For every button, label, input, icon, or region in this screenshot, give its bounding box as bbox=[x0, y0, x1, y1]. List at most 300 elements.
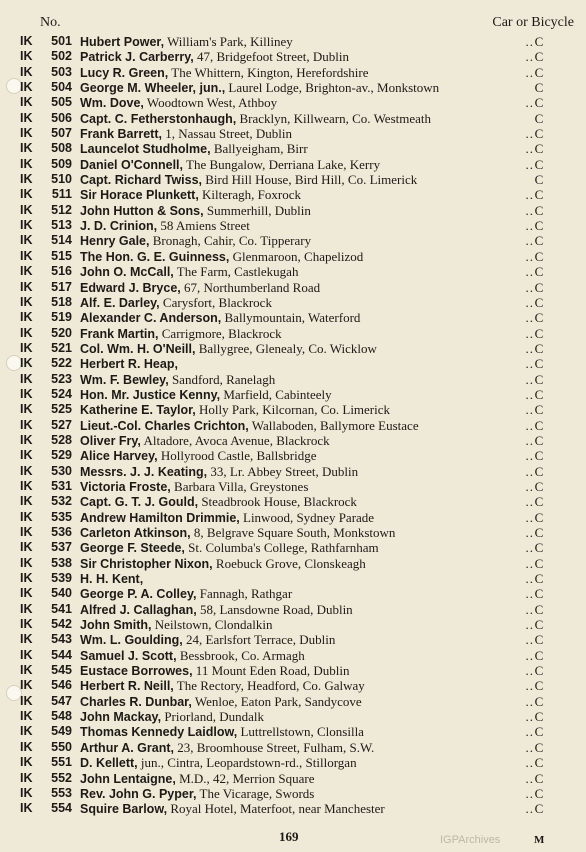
owner-entry bbox=[80, 525, 516, 541]
registration-row bbox=[20, 356, 576, 371]
owner-name: Arthur A. Grant, bbox=[80, 740, 174, 755]
registration-row bbox=[20, 203, 576, 218]
owner-address: Fannagh, Rathgar bbox=[199, 586, 293, 602]
vehicle-type: C bbox=[534, 540, 544, 556]
reg-prefix: IK bbox=[20, 724, 33, 739]
owner-name: Oliver Fry, bbox=[80, 433, 141, 448]
vehicle-type: C bbox=[534, 586, 544, 602]
owner-name: George F. Steede, bbox=[80, 541, 185, 556]
registration-row bbox=[20, 525, 576, 540]
reg-number: 528 bbox=[51, 432, 72, 447]
owner-entry bbox=[80, 172, 516, 188]
owner-entry bbox=[80, 111, 516, 127]
owner-address: Woodtown West, Athboy bbox=[146, 95, 278, 111]
registration-row bbox=[20, 678, 576, 693]
owner-entry bbox=[80, 494, 516, 510]
reg-prefix: IK bbox=[20, 187, 33, 202]
registration-row bbox=[20, 632, 576, 647]
owner-entry bbox=[80, 233, 516, 249]
owner-address: St. Columba's College, Rathfarnham bbox=[188, 540, 379, 556]
leader-dots: .. bbox=[525, 310, 534, 326]
registration-row bbox=[20, 157, 576, 172]
vehicle-type: C bbox=[534, 463, 544, 479]
reg-prefix: IK bbox=[20, 586, 33, 601]
leader-dots: .. bbox=[525, 478, 534, 494]
owner-entry bbox=[80, 648, 516, 664]
vehicle-type: C bbox=[534, 555, 544, 571]
owner-name: Messrs. J. J. Keating, bbox=[80, 464, 208, 479]
vehicle-type: C bbox=[534, 801, 544, 817]
owner-address: Steadbrook House, Blackrock bbox=[201, 494, 357, 510]
reg-number: 506 bbox=[51, 110, 72, 125]
owner-address: The Vicarage, Swords bbox=[199, 785, 315, 801]
reg-prefix: IK bbox=[20, 310, 33, 325]
reg-number: 546 bbox=[51, 678, 72, 693]
reg-number: 509 bbox=[51, 156, 72, 171]
reg-prefix: IK bbox=[20, 494, 33, 509]
reg-prefix: IK bbox=[20, 156, 33, 171]
leader-dots: .. bbox=[525, 356, 534, 372]
reg-number: 538 bbox=[51, 555, 72, 570]
owner-name: Capt. G. T. J. Gould, bbox=[80, 495, 199, 510]
reg-prefix: IK bbox=[20, 294, 33, 309]
reg-prefix: IK bbox=[20, 325, 33, 340]
owner-name: Edward J. Bryce, bbox=[80, 280, 181, 295]
vehicle-type: C bbox=[534, 632, 544, 648]
owner-entry bbox=[80, 448, 516, 464]
reg-number: 504 bbox=[51, 80, 72, 95]
owner-entry bbox=[80, 295, 516, 311]
reg-number: 536 bbox=[51, 525, 72, 539]
vehicle-type: C bbox=[534, 34, 544, 49]
vehicle-type: C bbox=[534, 80, 544, 96]
reg-prefix: IK bbox=[20, 509, 33, 524]
registration-row bbox=[20, 724, 576, 739]
vehicle-type: C bbox=[534, 494, 544, 510]
owner-entry bbox=[80, 187, 516, 203]
owner-entry bbox=[80, 65, 516, 81]
reg-prefix: IK bbox=[20, 678, 33, 693]
reg-prefix: IK bbox=[20, 770, 33, 785]
owner-address: Laurel Lodge, Brighton-av., Monkstown bbox=[228, 80, 440, 96]
leader-dots: .. bbox=[525, 156, 534, 172]
registration-row bbox=[20, 341, 576, 356]
registration-row bbox=[20, 709, 576, 724]
owner-name: Katherine E. Taylor, bbox=[80, 403, 196, 418]
column-header-number: No. bbox=[40, 15, 61, 30]
reg-prefix: IK bbox=[20, 264, 33, 279]
reg-number: 529 bbox=[51, 448, 72, 463]
leader-dots: .. bbox=[525, 34, 534, 49]
owner-address: Wenloe, Eaton Park, Sandycove bbox=[194, 693, 362, 709]
owner-address: 1, Nassau Street, Dublin bbox=[165, 126, 292, 142]
reg-prefix: IK bbox=[20, 172, 33, 187]
leader-dots: .. bbox=[525, 571, 534, 587]
leader-dots: .. bbox=[525, 325, 534, 341]
reg-prefix: IK bbox=[20, 617, 33, 632]
vehicle-type: C bbox=[534, 187, 544, 203]
registration-row bbox=[20, 418, 576, 433]
registration-row bbox=[20, 479, 576, 494]
owner-address: Wallaboden, Ballymore Eustace bbox=[251, 417, 419, 433]
owner-address: Priorland, Dundalk bbox=[164, 709, 264, 725]
registration-row bbox=[20, 540, 576, 555]
registration-list bbox=[20, 34, 576, 817]
reg-number: 516 bbox=[51, 264, 72, 279]
owner-address: The Rectory, Headford, Co. Galway bbox=[176, 678, 365, 694]
owner-entry bbox=[80, 80, 516, 96]
reg-number: 530 bbox=[51, 463, 72, 478]
leader-dots: .. bbox=[525, 586, 534, 602]
owner-entry bbox=[80, 218, 516, 234]
vehicle-type: C bbox=[534, 617, 544, 633]
owner-entry bbox=[80, 49, 516, 65]
vehicle-type: C bbox=[534, 49, 544, 65]
owner-entry bbox=[80, 771, 516, 787]
registration-row bbox=[20, 95, 576, 110]
reg-number: 503 bbox=[51, 64, 72, 79]
owner-entry bbox=[80, 678, 516, 694]
owner-name: Alf. E. Darley, bbox=[80, 295, 160, 310]
reg-prefix: IK bbox=[20, 340, 33, 355]
registration-row bbox=[20, 49, 576, 64]
owner-name: George P. A. Colley, bbox=[80, 587, 197, 602]
registration-row bbox=[20, 141, 576, 156]
leader-dots: .. bbox=[525, 371, 534, 387]
owner-address: Holly Park, Kilcornan, Co. Limerick bbox=[199, 402, 391, 418]
vehicle-type: C bbox=[534, 663, 544, 679]
reg-number: 501 bbox=[51, 34, 72, 48]
owner-name: Col. Wm. H. O'Neill, bbox=[80, 341, 196, 356]
owner-address: Bracklyn, Killwearn, Co. Westmeath bbox=[239, 110, 432, 126]
leader-dots: .. bbox=[525, 463, 534, 479]
vehicle-type: C bbox=[534, 340, 544, 356]
vehicle-type: C bbox=[534, 356, 544, 372]
owner-entry bbox=[80, 249, 516, 265]
owner-address: Neilstown, Clondalkin bbox=[154, 617, 273, 633]
vehicle-type: C bbox=[534, 693, 544, 709]
owner-name: Frank Barrett, bbox=[80, 127, 162, 142]
owner-address: Carrigmore, Blackrock bbox=[161, 325, 282, 341]
owner-entry bbox=[80, 602, 516, 618]
owner-entry bbox=[80, 510, 516, 526]
owner-name: Alexander C. Anderson, bbox=[80, 311, 222, 326]
owner-entry bbox=[80, 95, 516, 111]
registration-row bbox=[20, 663, 576, 678]
owner-address: The Whittern, Kington, Herefordshire bbox=[171, 64, 369, 80]
vehicle-type: C bbox=[534, 448, 544, 464]
owner-entry bbox=[80, 341, 516, 357]
registration-row bbox=[20, 387, 576, 402]
reg-number: 549 bbox=[51, 724, 72, 739]
reg-number: 518 bbox=[51, 294, 72, 309]
registration-row bbox=[20, 111, 576, 126]
reg-number: 535 bbox=[51, 509, 72, 524]
leader-dots: .. bbox=[525, 417, 534, 433]
registration-row bbox=[20, 233, 576, 248]
vehicle-type: C bbox=[534, 264, 544, 280]
reg-number: 508 bbox=[51, 141, 72, 156]
reg-prefix: IK bbox=[20, 571, 33, 586]
registration-row bbox=[20, 571, 576, 586]
owner-name: Alfred J. Callaghan, bbox=[80, 602, 197, 617]
owner-name: John Mackay, bbox=[80, 710, 162, 725]
leader-dots: .. bbox=[525, 601, 534, 617]
owner-address: Ballyeigham, Birr bbox=[213, 141, 308, 157]
owner-entry bbox=[80, 556, 516, 572]
owner-name: John Lentaigne, bbox=[80, 771, 176, 786]
owner-address: Ballymountain, Waterford bbox=[224, 310, 361, 326]
reg-number: 521 bbox=[51, 340, 72, 355]
reg-number: 527 bbox=[51, 417, 72, 432]
leader-dots: .. bbox=[525, 432, 534, 448]
registration-row bbox=[20, 771, 576, 786]
signature-mark: M bbox=[534, 834, 545, 846]
owner-address: 33, Lr. Abbey Street, Dublin bbox=[210, 463, 359, 479]
registration-row bbox=[20, 755, 576, 770]
registration-row bbox=[20, 310, 576, 325]
reg-prefix: IK bbox=[20, 356, 33, 371]
owner-entry bbox=[80, 709, 516, 725]
owner-name: Thomas Kennedy Laidlow, bbox=[80, 725, 238, 740]
vehicle-type: C bbox=[534, 156, 544, 172]
reg-prefix: IK bbox=[20, 448, 33, 463]
reg-prefix: IK bbox=[20, 432, 33, 447]
owner-entry bbox=[80, 586, 516, 602]
owner-name: Patrick J. Carberry, bbox=[80, 50, 194, 65]
owner-name: D. Kellett, bbox=[80, 756, 138, 771]
leader-dots: .. bbox=[525, 693, 534, 709]
leader-dots: .. bbox=[525, 64, 534, 80]
owner-entry bbox=[80, 479, 516, 495]
reg-prefix: IK bbox=[20, 632, 33, 647]
registration-row bbox=[20, 801, 576, 816]
vehicle-type: C bbox=[534, 755, 544, 771]
reg-number: 502 bbox=[51, 49, 72, 64]
registration-row bbox=[20, 218, 576, 233]
reg-prefix: IK bbox=[20, 110, 33, 125]
owner-address: 58 Amiens Street bbox=[160, 218, 250, 234]
owner-address: Altadore, Avoca Avenue, Blackrock bbox=[143, 432, 330, 448]
reg-prefix: IK bbox=[20, 647, 33, 662]
reg-prefix: IK bbox=[20, 693, 33, 708]
owner-name: John Smith, bbox=[80, 618, 152, 633]
reg-prefix: IK bbox=[20, 755, 33, 770]
page-number: 169 bbox=[279, 829, 299, 844]
owner-entry bbox=[80, 280, 516, 296]
reg-prefix: IK bbox=[20, 141, 33, 156]
reg-prefix: IK bbox=[20, 233, 33, 248]
leader-dots: .. bbox=[525, 202, 534, 218]
registration-row bbox=[20, 694, 576, 709]
reg-prefix: IK bbox=[20, 601, 33, 616]
registration-row bbox=[20, 372, 576, 387]
leader-dots: .. bbox=[525, 248, 534, 264]
owner-entry bbox=[80, 694, 516, 710]
owner-entry bbox=[80, 571, 516, 587]
reg-number: 531 bbox=[51, 478, 72, 493]
owner-entry bbox=[80, 402, 516, 418]
owner-address: 8, Belgrave Square South, Monkstown bbox=[193, 525, 396, 540]
leader-dots: .. bbox=[525, 540, 534, 556]
owner-name: J. D. Crinion, bbox=[80, 219, 158, 234]
owner-entry bbox=[80, 157, 516, 173]
registration-row bbox=[20, 280, 576, 295]
owner-address: Barbara Villa, Greystones bbox=[174, 478, 309, 494]
reg-number: 532 bbox=[51, 494, 72, 509]
registration-row bbox=[20, 433, 576, 448]
leader-dots: .. bbox=[525, 617, 534, 633]
vehicle-type: C bbox=[534, 724, 544, 740]
leader-dots: .. bbox=[525, 494, 534, 510]
owner-address: Carysfort, Blackrock bbox=[162, 294, 272, 310]
vehicle-type: C bbox=[534, 294, 544, 310]
owner-entry bbox=[80, 755, 516, 771]
leader-dots: .. bbox=[525, 709, 534, 725]
owner-address: jun., Cintra, Leopardstown-rd., Stillorgan bbox=[140, 755, 357, 771]
registration-row bbox=[20, 34, 576, 49]
owner-name: The Hon. G. E. Guinness, bbox=[80, 249, 230, 264]
reg-prefix: IK bbox=[20, 126, 33, 141]
reg-number: 520 bbox=[51, 325, 72, 340]
vehicle-type: C bbox=[534, 126, 544, 142]
vehicle-type: C bbox=[534, 110, 544, 126]
leader-dots: .. bbox=[525, 785, 534, 801]
owner-address: Marfield, Cabinteely bbox=[223, 386, 332, 402]
reg-prefix: IK bbox=[20, 709, 33, 724]
reg-prefix: IK bbox=[20, 49, 33, 64]
owner-address: 23, Broomhouse Street, Fulham, S.W. bbox=[177, 739, 375, 755]
owner-name: Capt. Richard Twiss, bbox=[80, 173, 203, 188]
reg-number: 519 bbox=[51, 310, 72, 325]
owner-address: 11 Mount Eden Road, Dublin bbox=[195, 663, 350, 679]
owner-entry bbox=[80, 387, 516, 403]
reg-number: 505 bbox=[51, 95, 72, 110]
leader-dots: .. bbox=[525, 218, 534, 234]
reg-number: 548 bbox=[51, 709, 72, 724]
owner-entry bbox=[80, 126, 516, 142]
vehicle-type: C bbox=[534, 279, 544, 295]
leader-dots: .. bbox=[525, 294, 534, 310]
registration-row bbox=[20, 586, 576, 601]
leader-dots: .. bbox=[525, 279, 534, 295]
reg-number: 539 bbox=[51, 571, 72, 586]
vehicle-type: C bbox=[534, 770, 544, 786]
owner-entry bbox=[80, 34, 516, 50]
vehicle-type: C bbox=[534, 417, 544, 433]
owner-address: 67, Northumberland Road bbox=[184, 279, 321, 295]
vehicle-type: C bbox=[534, 525, 544, 540]
registration-row bbox=[20, 187, 576, 202]
owner-entry bbox=[80, 632, 516, 648]
vehicle-type: C bbox=[534, 432, 544, 448]
registration-row bbox=[20, 494, 576, 509]
vehicle-type: C bbox=[534, 386, 544, 402]
reg-prefix: IK bbox=[20, 34, 33, 48]
leader-dots: .. bbox=[525, 678, 534, 694]
registration-row bbox=[20, 464, 576, 479]
reg-number: 543 bbox=[51, 632, 72, 647]
reg-prefix: IK bbox=[20, 739, 33, 754]
reg-prefix: IK bbox=[20, 402, 33, 417]
registration-row bbox=[20, 126, 576, 141]
owner-name: Lucy R. Green, bbox=[80, 65, 169, 80]
registration-row bbox=[20, 510, 576, 525]
reg-number: 510 bbox=[51, 172, 72, 187]
reg-number: 511 bbox=[51, 187, 72, 202]
leader-dots: .. bbox=[525, 49, 534, 65]
leader-dots: .. bbox=[525, 647, 534, 663]
owner-address: Luttrellstown, Clonsilla bbox=[240, 724, 364, 740]
reg-number: 547 bbox=[51, 693, 72, 708]
leader-dots: .. bbox=[525, 386, 534, 402]
owner-name: Rev. John G. Pyper, bbox=[80, 786, 197, 801]
owner-name: Sir Horace Plunkett, bbox=[80, 188, 199, 203]
owner-name: Hon. Mr. Justice Kenny, bbox=[80, 387, 221, 402]
owner-entry bbox=[80, 464, 516, 480]
vehicle-type: C bbox=[534, 509, 544, 525]
registration-row bbox=[20, 80, 576, 95]
owner-name: George M. Wheeler, jun., bbox=[80, 81, 226, 96]
registration-row bbox=[20, 65, 576, 80]
reg-prefix: IK bbox=[20, 95, 33, 110]
owner-name: Capt. C. Fetherstonhaugh, bbox=[80, 111, 237, 126]
reg-number: 541 bbox=[51, 601, 72, 616]
owner-name: Hubert Power, bbox=[80, 35, 165, 49]
owner-entry bbox=[80, 433, 516, 449]
owner-address: 58, Lansdowne Road, Dublin bbox=[199, 601, 353, 617]
leader-dots: .. bbox=[525, 755, 534, 771]
owner-name: Samuel J. Scott, bbox=[80, 648, 177, 663]
leader-dots: .. bbox=[525, 448, 534, 464]
registration-row bbox=[20, 786, 576, 801]
owner-entry bbox=[80, 141, 516, 157]
owner-address: The Farm, Castlekugah bbox=[176, 264, 299, 280]
owner-name: Victoria Froste, bbox=[80, 479, 171, 494]
owner-address: Bronagh, Cahir, Co. Tipperary bbox=[152, 233, 312, 249]
owner-address: Bessbrook, Co. Armagh bbox=[179, 647, 305, 663]
leader-dots: .. bbox=[525, 632, 534, 648]
owner-entry bbox=[80, 310, 516, 326]
leader-dots: .. bbox=[525, 233, 534, 249]
owner-entry bbox=[80, 724, 516, 740]
reg-prefix: IK bbox=[20, 279, 33, 294]
owner-name: Wm. F. Bewley, bbox=[80, 372, 169, 387]
vehicle-type: C bbox=[534, 785, 544, 801]
leader-dots: .. bbox=[525, 509, 534, 525]
vehicle-type: C bbox=[534, 64, 544, 80]
reg-number: 525 bbox=[51, 402, 72, 417]
leader-dots: .. bbox=[525, 141, 534, 157]
registration-row bbox=[20, 556, 576, 571]
reg-prefix: IK bbox=[20, 248, 33, 263]
owner-name: Eustace Borrowes, bbox=[80, 664, 193, 679]
owner-address: Roebuck Grove, Clonskeagh bbox=[215, 555, 366, 571]
registration-row bbox=[20, 617, 576, 632]
registration-row bbox=[20, 402, 576, 417]
owner-name: Alice Harvey, bbox=[80, 449, 158, 464]
reg-number: 545 bbox=[51, 663, 72, 678]
reg-number: 512 bbox=[51, 202, 72, 217]
owner-address: Ballygree, Glenealy, Co. Wicklow bbox=[198, 340, 377, 356]
registration-row bbox=[20, 295, 576, 310]
reg-prefix: IK bbox=[20, 555, 33, 570]
watermark: IGPArchives bbox=[440, 834, 501, 846]
vehicle-type: C bbox=[534, 233, 544, 249]
reg-number: 513 bbox=[51, 218, 72, 233]
reg-prefix: IK bbox=[20, 525, 33, 539]
vehicle-type: C bbox=[534, 248, 544, 264]
